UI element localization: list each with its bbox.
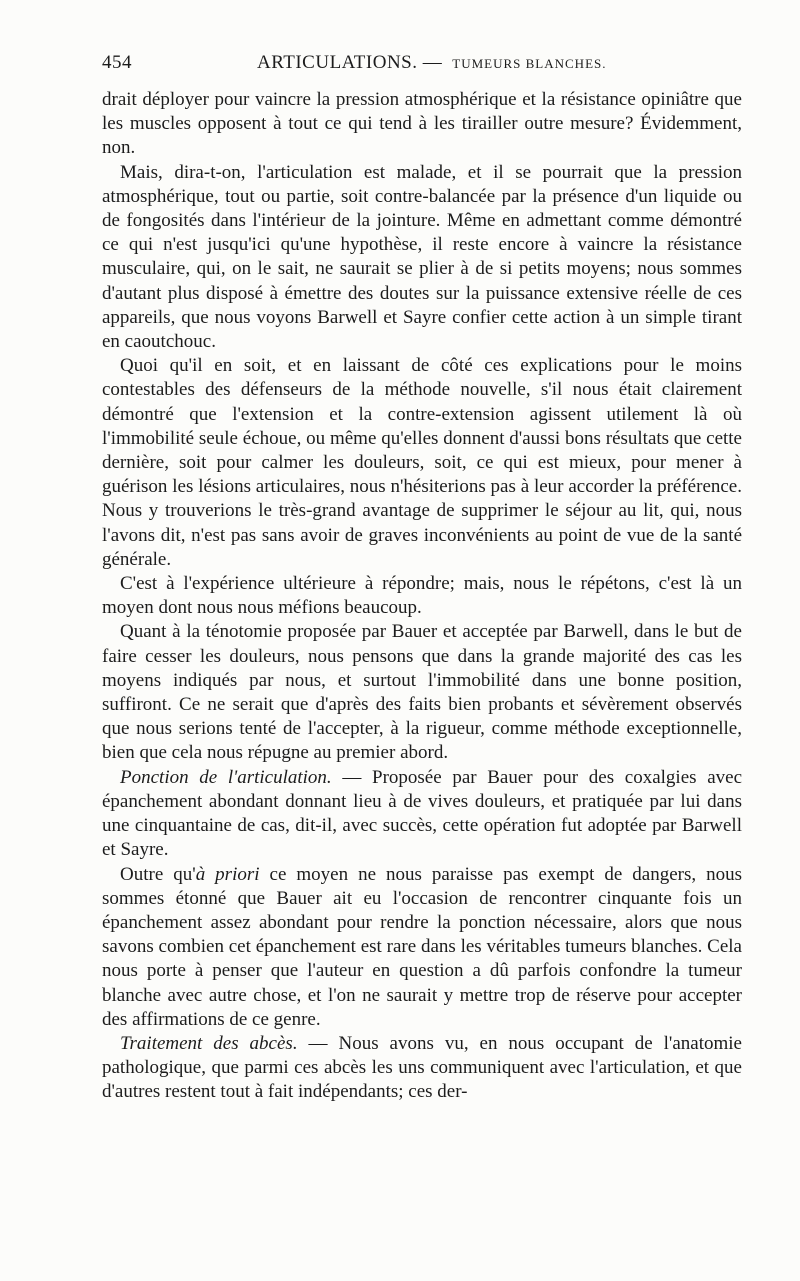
paragraph-ponction: Ponction de l'articulation. — Proposée par Bauer pour des coxalgies avec épanchement abondant donnant lieu à de vives douleurs, et pratiquée par lui dans une cinquantaine de cas, dit-il, avec succès, cette opération fut adoptée par Barwell et Sayre. [102, 766, 742, 861]
section-heading-abces: Traitement des abcès. [120, 1032, 298, 1054]
page-number: 454 [102, 52, 132, 73]
title-separator: — [422, 52, 443, 73]
section-subtitle: TUMEURS BLANCHES. [452, 56, 607, 71]
paragraph: Mais, dira-t-on, l'articulation est malade, et il se pourrait que la pression atmosphérique, tout ou partie, soit contre-balancée par la présence d'un liquide ou de fongosités dans l'intérieur de la jointure. Même en admettant comme démontré ce qui n'est jusqu'ici qu'une hypothèse, il reste encore à vaincre la résistance musculaire, qui, on le sait, ne saurait se plier à de si petits moyens; nous sommes d'autant plus disposé à émettre des doutes sur la puissance extensive réelle de ces appareils, que nous voyons Barwell et Sayre confier cette action à un simple tirant en caoutchouc. [102, 161, 742, 353]
page-body [102, 88, 742, 1105]
paragraph-abces: Traitement des abcès. — Nous avons vu, en nous occupant de l'anatomie pathologique, que parmi ces abcès les uns communiquent avec l'articulation, et que d'autres restent tout à fait indépendants; ces der- [102, 1032, 742, 1103]
running-header [102, 52, 742, 78]
paragraph-continuation: drait déployer pour vaincre la pression atmosphérique et la résistance opiniâtre que les muscles opposent à tout ce qui tend à les tirailler outre mesure? Évidemment, non. [102, 89, 742, 159]
italic-phrase: à priori [195, 863, 260, 885]
paragraph: Quoi qu'il en soit, et en laissant de côté ces explications pour le moins contestables des défenseurs de la méthode nouvelle, s'il nous était clairement démontré que l'extension et la contre-extension agissent utilement là où l'immobilité seule échoue, ou même qu'elles donnent d'aussi bons résultats que cette dernière, soit pour calmer les douleurs, soit, ce qui est mieux, pour mener à guérison les lésions articulaires, nous n'hésiterions pas à leur accorder la préférence. Nous y trouverions le très-grand avantage de supprimer le séjour au lit, qui, nous l'avons dit, n'est pas sans avoir de graves inconvénients au point de vue de la santé générale. [102, 355, 742, 570]
paragraph: Quant à la ténotomie proposée par Bauer et acceptée par Barwell, dans le but de faire cesser les douleurs, nous pensons que dans la grande majorité des cas les moyens indiqués par nous, et surtout l'immobilité dans une bonne position, suffiront. Ce ne serait que d'après des faits bien probants et sévèrement observés que nous serions tenté de l'accepter, à la rigueur, comme méthode exceptionnelle, bien que cela nous répugne au premier abord. [102, 621, 742, 764]
section-title: ARTICULATIONS. [257, 52, 418, 73]
paragraph: Outre qu'à priori ce moyen ne nous paraisse pas exempt de dangers, nous sommes étonné que Bauer ait eu l'occasion de rencontrer cinquante fois un épanchement assez abondant pour rendre la ponction nécessaire, alors que nous savons combien cet épanchement est rare dans les véritables tumeurs blanches. Cela nous porte à penser que l'auteur en question a dû parfois confondre la tumeur blanche avec autre chose, et l'on ne saurait y mettre trop de réserve pour accepter des affirmations de ce genre. [102, 863, 742, 1030]
section-heading-ponction: Ponction de l'articulation. [120, 766, 332, 788]
paragraph: C'est à l'expérience ultérieure à répondre; mais, nous le répétons, c'est là un moyen dont nous nous méfions beaucoup. [102, 573, 742, 619]
running-title [257, 52, 607, 74]
